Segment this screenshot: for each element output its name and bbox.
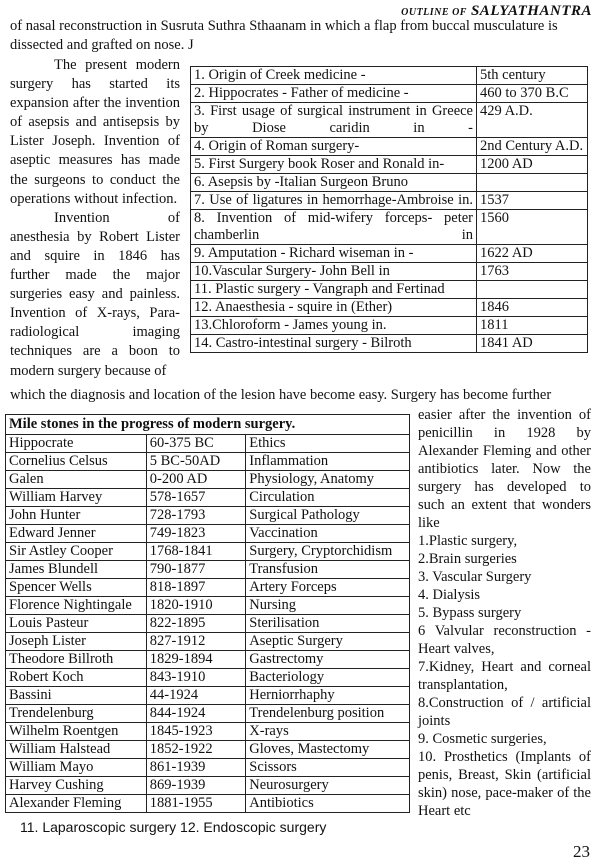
milestone-name: Hippocrate [6, 435, 147, 453]
milestone-row [6, 633, 410, 651]
history-row [191, 317, 588, 335]
history-event: 14. Castro-intestinal surgery - Bilroth [191, 335, 477, 353]
milestone-name: Galen [6, 471, 147, 489]
milestone-row [6, 453, 410, 471]
history-table [190, 66, 588, 353]
milestone-field: Gloves, Mastectomy [246, 741, 410, 759]
milestone-field: Surgical Pathology [246, 507, 410, 525]
left-paragraph-1: The present modern surgery has started its expansion after the invention of asepsis and antisepsis by Lister Joseph. Invention of aseptic measures has made the surgeons to conduct the operations without infection. [10, 57, 180, 207]
bridge-text: which the diagnosis and location of the lesion have become easy. Surgery has become further [10, 387, 552, 403]
milestone-name: William Mayo [6, 759, 147, 777]
wonder-item: 6 Valvular reconstruction - Heart valves, [418, 623, 591, 657]
milestone-name: Bassini [6, 687, 147, 705]
history-row [191, 245, 588, 263]
history-row [191, 210, 588, 245]
milestone-field: Surgery, Cryptorchidism [246, 543, 410, 561]
history-date [477, 281, 588, 299]
history-date: 2nd Century A.D. [477, 138, 588, 156]
milestone-name: Joseph Lister [6, 633, 147, 651]
right-column-text [418, 406, 591, 820]
milestone-row [6, 615, 410, 633]
milestone-row [6, 723, 410, 741]
milestone-dates: 869-1939 [146, 777, 246, 795]
history-event: 2. Hippocrates - Father of medicine - [191, 85, 477, 103]
milestone-row [6, 777, 410, 795]
wonder-item: 5. Bypass surgery [418, 605, 522, 621]
history-row [191, 156, 588, 174]
milestone-name: Louis Pasteur [6, 615, 147, 633]
milestone-row [6, 651, 410, 669]
history-date [477, 174, 588, 192]
milestone-name: Edward Jenner [6, 525, 147, 543]
milestone-name: Spencer Wells [6, 579, 147, 597]
milestone-dates: 728-1793 [146, 507, 246, 525]
left-column-text [10, 56, 180, 381]
left-paragraph-2: Invention of anesthesia by Robert Lister and squire in 1846 has further made the major surgeries easy and painless. Invention of X-rays, Para-radiological imaging techniques are a boon to modern surgery because of [10, 209, 180, 379]
header-prefix: OUTLINE OF [401, 7, 467, 18]
milestone-name: Trendelenburg [6, 705, 147, 723]
history-row [191, 263, 588, 281]
milestone-field: Physiology, Anatomy [246, 471, 410, 489]
history-date: 1560 [477, 210, 588, 245]
milestone-name: Wilhelm Roentgen [6, 723, 147, 741]
history-date: 429 A.D. [477, 103, 588, 138]
milestone-dates: 843-1910 [146, 669, 246, 687]
history-event: 6. Asepsis by -Italian Surgeon Bruno [191, 174, 477, 192]
milestone-field: Nursing [246, 597, 410, 615]
milestone-dates: 1768-1841 [146, 543, 246, 561]
milestone-dates: 861-1939 [146, 759, 246, 777]
right-paragraph: easier after the invention of penicillin in 1928 by Alexander Fleming and other antibiotics later. Now the surgery has developed to such an extent that wonders like [418, 407, 591, 531]
wonder-item: 2.Brain surgeries [418, 551, 517, 567]
history-date: 460 to 370 B.C [477, 85, 588, 103]
history-event: 9. Amputation - Richard wiseman in - [191, 245, 477, 263]
wonder-item: 4. Dialysis [418, 587, 481, 603]
history-row [191, 67, 588, 85]
history-event: 7. Use of ligatures in hemorrhage-Ambroise in. [191, 192, 477, 210]
history-event: 11. Plastic surgery - Vangraph and Fertinad [191, 281, 477, 299]
milestone-row [6, 525, 410, 543]
milestone-row [6, 471, 410, 489]
history-row [191, 85, 588, 103]
history-event: 8. Invention of mid-wifery forceps- peter chamberlin in [191, 210, 477, 245]
milestone-name: Cornelius Celsus [6, 453, 147, 471]
milestone-field: Artery Forceps [246, 579, 410, 597]
milestone-field: Neurosurgery [246, 777, 410, 795]
header-title: SALYATHANTRA [470, 3, 592, 19]
milestone-dates: 44-1924 [146, 687, 246, 705]
history-row [191, 174, 588, 192]
history-date: 1841 AD [477, 335, 588, 353]
milestones-title: Mile stones in the progress of modern surgery. [5, 414, 410, 434]
history-date: 1763 [477, 263, 588, 281]
bottom-line: 11. Laparoscopic surgery 12. Endoscopic surgery [20, 819, 327, 835]
history-row [191, 138, 588, 156]
milestone-field: Herniorrhaphy [246, 687, 410, 705]
milestone-field: Transfusion [246, 561, 410, 579]
milestone-name: Alexander Fleming [6, 795, 147, 813]
history-event: 1. Origin of Creek medicine - [191, 67, 477, 85]
history-event: 5. First Surgery book Roser and Ronald in- [191, 156, 477, 174]
milestone-name: James Blundell [6, 561, 147, 579]
history-event: 3. First usage of surgical instrument in Greece by Diose caridin in - [191, 103, 477, 138]
milestone-row [6, 579, 410, 597]
intro-paragraph: of nasal reconstruction in Susruta Suthra Sthaanam in which a flap from buccal musculature is dissected and grafted on nose. J [10, 18, 558, 53]
milestone-field: X-rays [246, 723, 410, 741]
milestone-dates: 1852-1922 [146, 741, 246, 759]
milestone-dates: 60-375 BC [146, 435, 246, 453]
milestone-dates: 1881-1955 [146, 795, 246, 813]
milestone-name: William Harvey [6, 489, 147, 507]
milestone-field: Ethics [246, 435, 410, 453]
wonders-list [418, 532, 591, 820]
milestone-row [6, 705, 410, 723]
milestone-dates: 749-1823 [146, 525, 246, 543]
history-event: 4. Origin of Roman surgery- [191, 138, 477, 156]
milestone-dates: 827-1912 [146, 633, 246, 651]
milestone-row [6, 489, 410, 507]
history-date: 1622 AD [477, 245, 588, 263]
milestone-field: Sterilisation [246, 615, 410, 633]
history-date: 1846 [477, 299, 588, 317]
milestone-dates: 790-1877 [146, 561, 246, 579]
history-row [191, 192, 588, 210]
milestone-row [6, 435, 410, 453]
milestone-dates: 1845-1923 [146, 723, 246, 741]
history-row [191, 335, 588, 353]
milestone-row [6, 561, 410, 579]
milestone-field: Gastrectomy [246, 651, 410, 669]
milestone-field: Circulation [246, 489, 410, 507]
wonder-item: 1.Plastic surgery, [418, 533, 518, 549]
milestone-name: Harvey Cushing [6, 777, 147, 795]
milestone-row [6, 543, 410, 561]
history-date: 5th century [477, 67, 588, 85]
milestone-row [6, 741, 410, 759]
history-event: 13.Chloroform - James young in. [191, 317, 477, 335]
milestone-row [6, 669, 410, 687]
milestone-row [6, 687, 410, 705]
history-date: 1200 AD [477, 156, 588, 174]
wonder-item: 3. Vascular Surgery [418, 569, 532, 585]
milestone-name: Florence Nightingale [6, 597, 147, 615]
milestone-row [6, 759, 410, 777]
milestone-field: Vaccination [246, 525, 410, 543]
milestone-row [6, 795, 410, 813]
wonder-item: 10. Prosthetics (Implants of penis, Breast, Skin (artificial skin) nose, pace-maker of the Heart etc [418, 749, 591, 819]
milestone-field: Inflammation [246, 453, 410, 471]
milestone-row [6, 597, 410, 615]
milestone-dates: 818-1897 [146, 579, 246, 597]
milestone-field: Antibiotics [246, 795, 410, 813]
milestone-name: William Halstead [6, 741, 147, 759]
milestone-dates: 844-1924 [146, 705, 246, 723]
milestone-dates: 578-1657 [146, 489, 246, 507]
milestone-name: John Hunter [6, 507, 147, 525]
milestone-field: Scissors [246, 759, 410, 777]
milestone-field: Trendelenburg position [246, 705, 410, 723]
history-row [191, 299, 588, 317]
history-date: 1811 [477, 317, 588, 335]
milestone-field: Bacteriology [246, 669, 410, 687]
history-row [191, 103, 588, 138]
milestone-dates: 5 BC-50AD [146, 453, 246, 471]
wonder-item: 7.Kidney, Heart and corneal transplantation, [418, 659, 591, 693]
milestone-field: Aseptic Surgery [246, 633, 410, 651]
page-number: 23 [573, 842, 590, 861]
history-event: 10.Vascular Surgery- John Bell in [191, 263, 477, 281]
history-event: 12. Anaesthesia - squire in (Ether) [191, 299, 477, 317]
milestone-name: Robert Koch [6, 669, 147, 687]
milestone-dates: 0-200 AD [146, 471, 246, 489]
wonder-item: 9. Cosmetic surgeries, [418, 731, 547, 747]
history-row [191, 281, 588, 299]
milestone-name: Sir Astley Cooper [6, 543, 147, 561]
milestone-dates: 1829-1894 [146, 651, 246, 669]
milestone-dates: 1820-1910 [146, 597, 246, 615]
milestone-name: Theodore Billroth [6, 651, 147, 669]
milestones-table [5, 414, 410, 813]
history-date: 1537 [477, 192, 588, 210]
milestone-row [6, 507, 410, 525]
milestone-dates: 822-1895 [146, 615, 246, 633]
wonder-item: 8.Construction of / artificial joints [418, 695, 591, 729]
